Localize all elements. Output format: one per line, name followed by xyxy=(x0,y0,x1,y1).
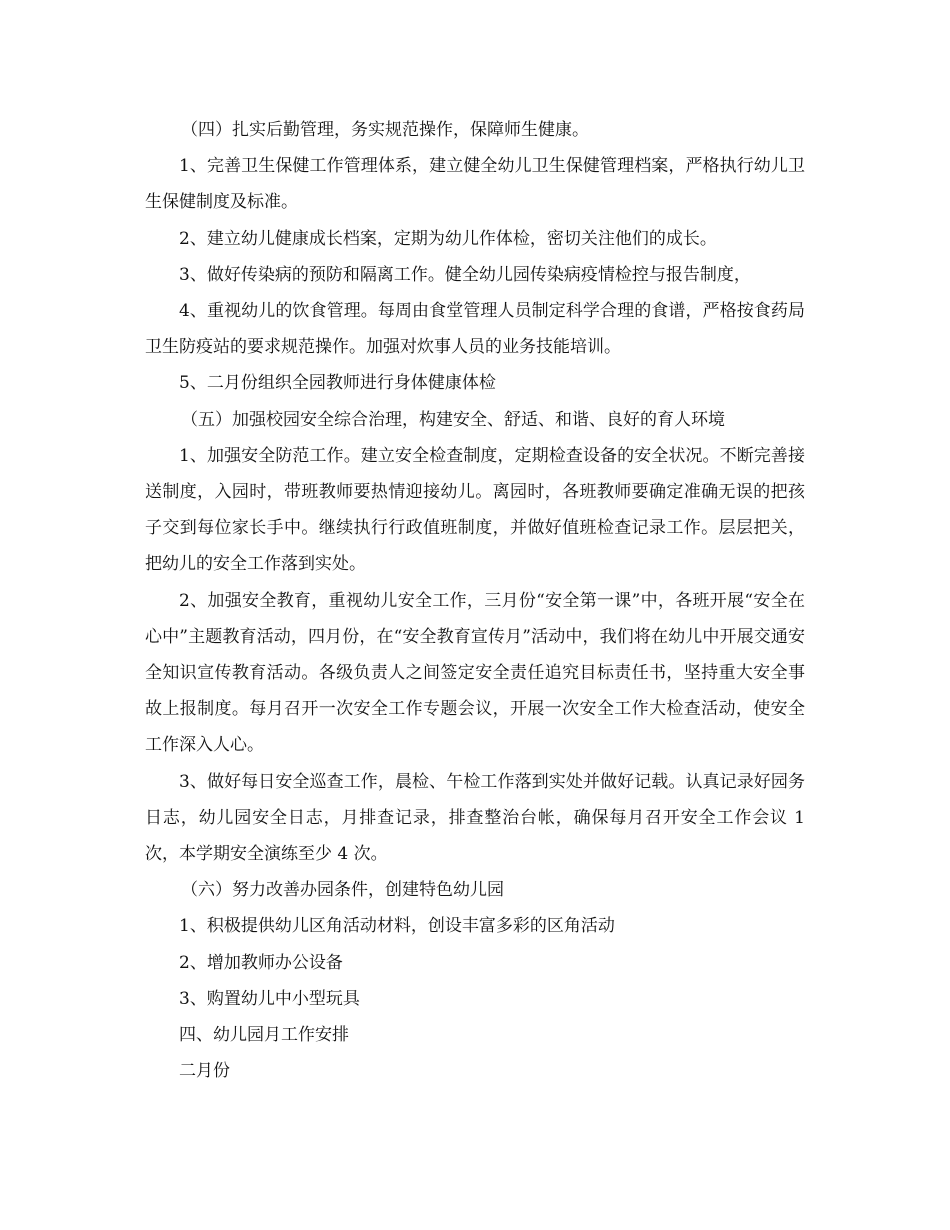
paragraph-item: 4、重视幼儿的饮食管理。每周由食堂管理人员制定科学合理的食谱，严格按食药局卫生防疫站的要求规范操作。加强对炊事人员的业务技能培训。 xyxy=(145,301,805,358)
paragraph-item: 2、建立幼儿健康成长档案，定期为幼儿作体检，密切关注他们的成长。 xyxy=(179,228,717,249)
paragraph-item: 3、购置幼儿中小型玩具 xyxy=(179,988,360,1009)
paragraph-item: 2、增加教师办公设备 xyxy=(179,952,343,973)
paragraph-item: 1、完善卫生保健工作管理体系，建立健全幼儿卫生保健管理档案，严格执行幼儿卫生保健制度及标准。 xyxy=(145,156,805,213)
paragraph-item: 3、做好传染病的预防和隔离工作。健全幼儿园传染病疫情检控与报告制度， xyxy=(179,264,751,285)
chapter-heading: 四、幼儿园月工作安排 xyxy=(179,1025,349,1046)
paragraph-item: 5、二月份组织全园教师进行身体健康体检 xyxy=(179,373,496,394)
document-body xyxy=(145,112,805,1089)
section-heading-5: （五）加强校园安全综合治理，构建安全、舒适、和谐、良好的育人环境 xyxy=(181,409,725,430)
paragraph-item: 2、加强安全教育，重视幼儿安全工作，三月份“安全第一课”中，各班开展“安全在心中”主题教育活动，四月份，在“安全教育宣传月”活动中，我们将在幼儿中开展交通安全知识宣传教育活动。各级负责人之间签定安全责任追究目标责任书，坚持重大安全事故上报制度。每月召开一次安全工作专题会议，开展一次安全工作大检查活动，使安全工作深入人心。 xyxy=(145,590,805,756)
paragraph-item: 3、做好每日安全巡查工作，晨检、午检工作落到实处并做好记载。认真记录好园务日志，幼儿园安全日志，月排查记录，排查整治台帐，确保每月召开安全工作会议 1 次，本学期安全演练至少 4 次。 xyxy=(145,771,805,865)
month-heading: 二月份 xyxy=(179,1061,230,1082)
paragraph-item: 1、加强安全防范工作。建立安全检查制度，定期检查设备的安全状况。不断完善接送制度，入园时，带班教师要热情迎接幼儿。离园时，各班教师要确定准确无误的把孩子交到每位家长手中。继续执行行政值班制度，并做好值班检查记录工作。层层把关，把幼儿的安全工作落到实处。 xyxy=(145,445,805,575)
paragraph-item: 1、积极提供幼儿区角活动材料，创设丰富多彩的区角活动 xyxy=(179,916,615,937)
section-heading-4: （四）扎实后勤管理，务实规范操作，保障师生健康。 xyxy=(181,120,589,140)
section-heading-6: （六）努力改善办园条件，创建特色幼儿园 xyxy=(181,880,504,901)
